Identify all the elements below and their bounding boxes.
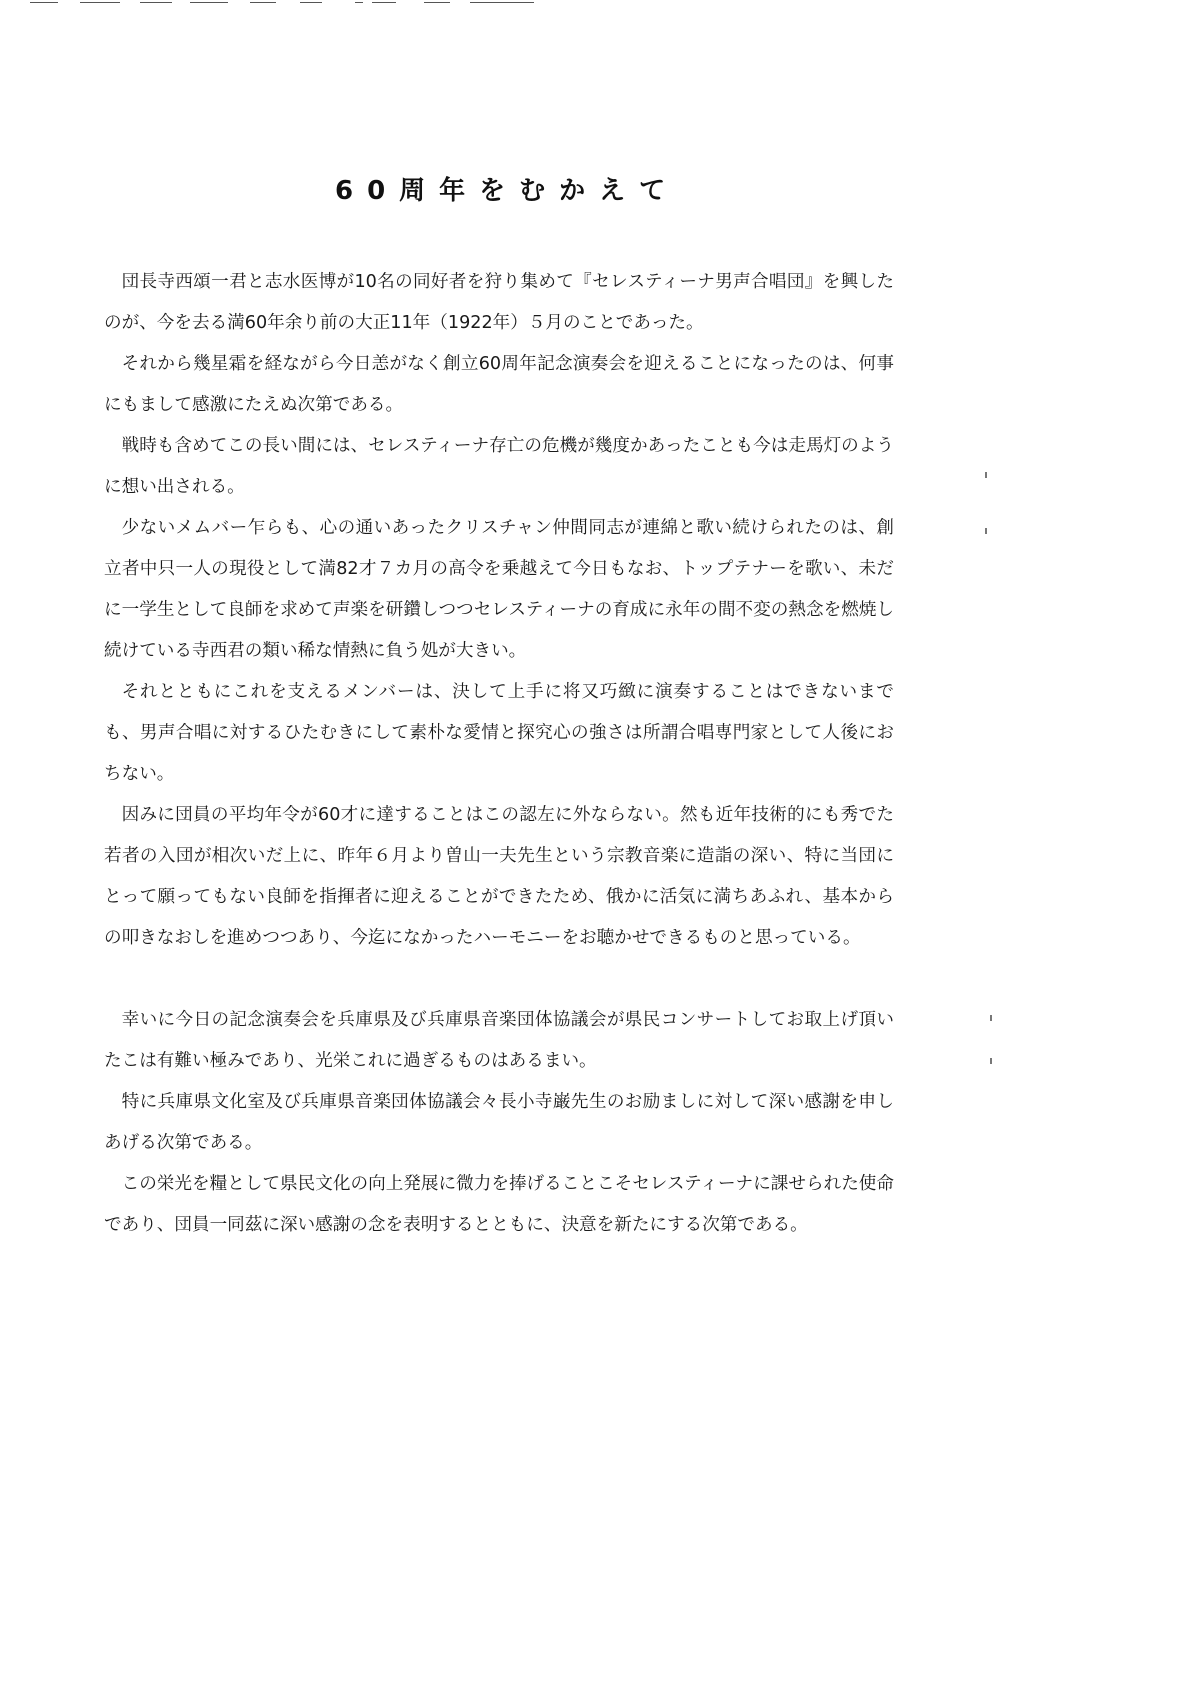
paragraph: 少ないメムバー乍らも、心の通いあったクリスチャン仲間同志が連綿と歌い続けられたのは、創立者中只一人の現役として満82才７カ月の高令を乗越えて今日もなお、トップテナーを歌い、未だに一学生として良師を求めて声楽を研鑽しつつセレスティーナの育成に永年の間不変の熱念を燃焼し続けている寺西君の類い稀な情熱に負う処が大きい。 [104,518,894,661]
paragraph: この栄光を糧として県民文化の向上発展に微力を捧げることこそセレスティーナに課せられた使命であり、団員一同茲に深い感謝の念を表明するとともに、決意を新たにする次第である。 [104,1174,894,1235]
paragraph: 特に兵庫県文化室及び兵庫県音楽団体協議会々長小寺巌先生のお励ましに対して深い感謝を申しあげる次第である。 [104,1092,894,1153]
scan-mark [80,2,120,3]
body-text [104,262,894,1246]
scan-mark [300,2,322,3]
scan-mark [470,2,534,3]
paragraph: 因みに団員の平均年令が60才に達することはこの認左に外ならない。然も近年技術的にも秀でた若者の入団が相次いだ上に、昨年６月より曽山一夫先生という宗教音楽に造詣の深い、特に当団にとって願ってもない良師を指揮者に迎えることができたため、俄かに活気に満ちあふれ、基本からの叩きなおしを進めつつあり、今迄になかったハーモニーをお聴かせできるものと思っている。 [104,805,894,948]
scan-mark [250,2,276,3]
scan-mark [190,2,228,3]
scan-mark [355,2,363,3]
paragraph: 戦時も含めてこの長い間には、セレスティーナ存亡の危機が幾度かあったことも今は走馬灯のように想い出される。 [104,436,894,497]
scan-mark [424,2,450,3]
scan-edge-marks [0,0,560,6]
scan-mark [372,2,396,3]
paragraph: それから幾星霜を経ながら今日恙がなく創立60周年記念演奏会を迎えることになったのは、何事にもまして感激にたえぬ次第である。 [104,354,894,415]
scan-speck [990,1058,992,1064]
scan-speck [985,472,987,478]
paragraph: 幸いに今日の記念演奏会を兵庫県及び兵庫県音楽団体協議会が県民コンサートしてお取上げ頂いたこは有難い極みであり、光栄これに過ぎるものはあるまい。 [104,1010,894,1071]
scan-speck [985,528,987,534]
paragraph: それとともにこれを支えるメンバーは、決して上手に将又巧緻に演奏することはできないまでも、男声合唱に対するひたむきにして素朴な愛情と探究心の強さは所謂合唱専門家として人後におちない。 [104,682,894,784]
page-title: 60周年をむかえて [335,176,680,206]
scan-mark [140,2,172,3]
scan-speck [990,1015,992,1021]
paragraph: 団長寺西頌一君と志水医博が10名の同好者を狩り集めて『セレスティーナ男声合唱団』を興したのが、今を去る満60年余り前の大正11年（1922年）５月のことであった。 [104,272,894,333]
scan-mark [30,2,58,3]
